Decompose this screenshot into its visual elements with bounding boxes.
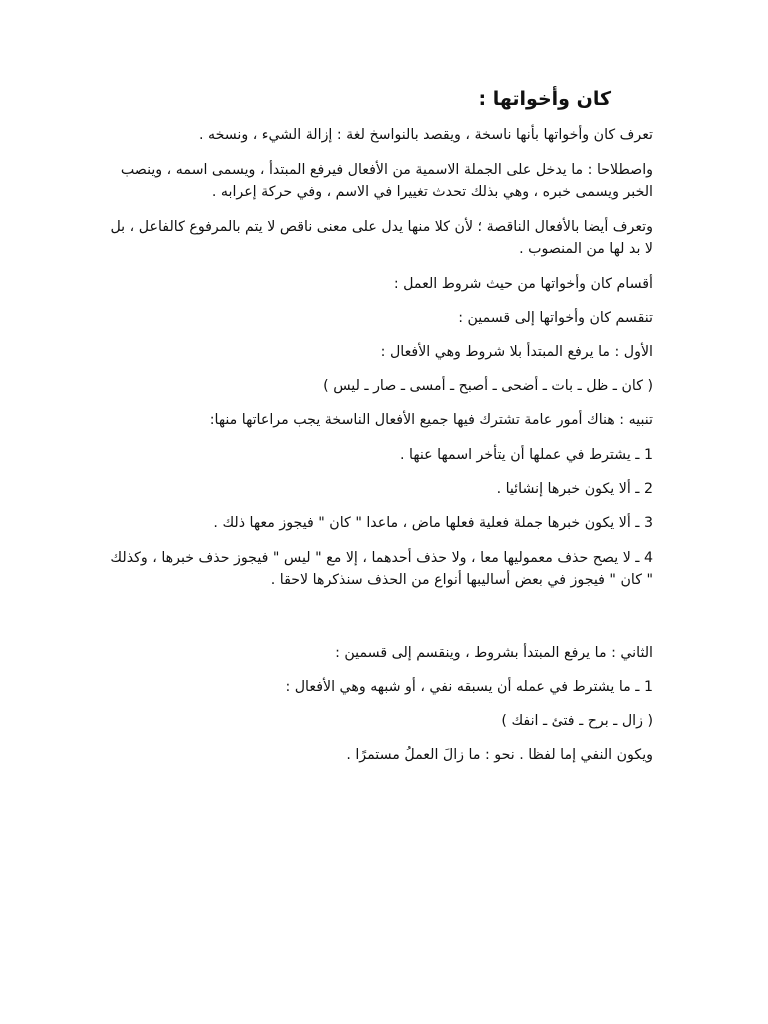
paragraph-definition: تعرف كان وأخواتها بأنها ناسخة ، ويقصد بالنواسخ لغة : إزالة الشيء ، ونسخه . [198,127,653,143]
rule-2: 2 ـ ألا يكون خبرها إنشائيا . [496,481,653,497]
document-page [110,84,653,778]
section-heading-divisions: أقسام كان وأخواتها من حيث شروط العمل : [393,276,653,292]
paragraph-spacer [110,604,653,642]
rule-3: 3 ـ ألا يكون خبرها جملة فعلية فعلها ماض ، ماعدا " كان " فيجوز معها ذلك . [213,515,653,531]
paragraph-first-part: الأول : ما يرفع المبتدأ بلا شروط وهي الأفعال : [380,344,653,360]
verb-list-first: ( كان ـ ظل ـ بات ـ أضحى ـ أصبح ـ أمسى ـ صار ـ ليس ) [323,378,653,394]
paragraph-negation-example: ويكون النفي إما لفظا . نحو : ما زالَ العملُ مستمرًا . [346,747,653,763]
verb-list-second: ( زال ـ برح ـ فتئ ـ انفك ) [501,713,653,729]
paragraph-second-part-1: 1 ـ ما يشترط في عمله أن يسبقه نفي ، أو شبهه وهي الأفعال : [285,679,653,695]
rule-4: 4 ـ لا يصح حذف معموليها معا ، ولا حذف أحدهما ، إلا مع " ليس " فيجوز حذف خبرها ، وكذلك " كان " فيجوز في بعض أساليبها أنواع من الحذف سنذكرها لاحقا . [110,550,653,588]
document-title: كان وأخواتها : [478,88,611,110]
paragraph-second-part: الثاني : ما يرفع المبتدأ بشروط ، وينقسم إلى قسمين : [335,645,653,661]
paragraph-two-parts: تنقسم كان وأخواتها إلى قسمين : [458,310,653,326]
paragraph-terminology: واصطلاحا : ما يدخل على الجملة الاسمية من الأفعال فيرفع المبتدأ ، ويسمى اسمه ، وينصب الخبر ويسمى خبره ، وهي بذلك تحدث تغييرا في الاسم ، وفي حركة إعرابه . [120,162,653,200]
paragraph-incomplete-verbs: وتعرف أيضا بالأفعال الناقصة ؛ لأن كلا منها يدل على معنى ناقص لا يتم بالمرفوع كالفاعل ، بل لا بد لها من المنصوب . [110,219,653,257]
paragraph-note: تنبيه : هناك أمور عامة تشترك فيها جميع الأفعال الناسخة يجب مراعاتها منها: [209,412,653,428]
rule-1: 1 ـ يشترط في عملها أن يتأخر اسمها عنها . [400,447,653,463]
